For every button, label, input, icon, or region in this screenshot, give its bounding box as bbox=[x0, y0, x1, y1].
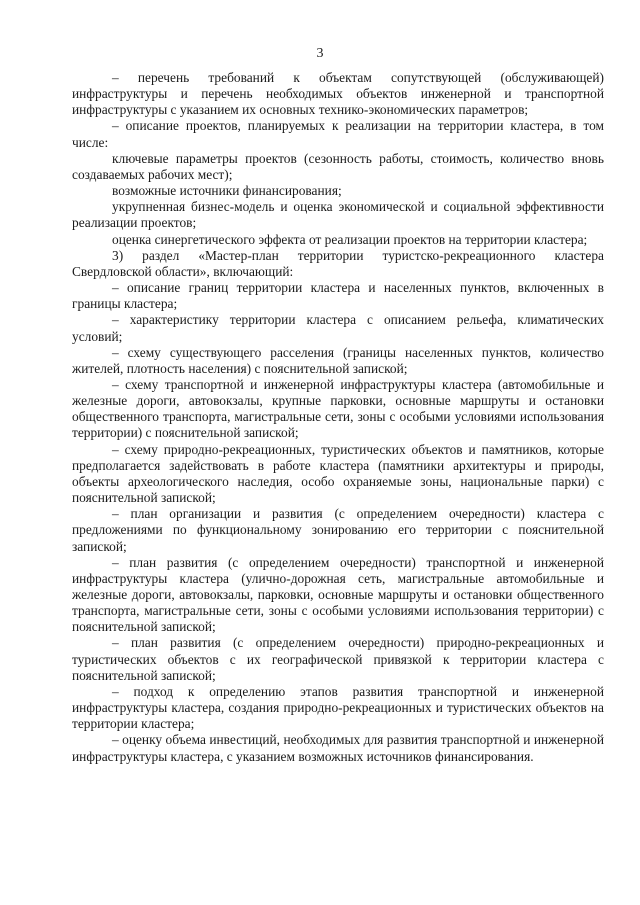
paragraph-development-stages: – подход к определению этапов развития транспортной и инженерной инфраструктуры кластера, создания природно-рекреационных и туристических объектов на территории кластера; bbox=[72, 683, 604, 732]
paragraph-borders-description: – описание границ территории кластера и населенных пунктов, включенных в границы кластера; bbox=[72, 280, 604, 312]
paragraph-recreation-scheme: – схему природно-рекреационных, туристических объектов и памятников, которые предполагается задействовать в работе кластера (памятники архитектуры и природы, объекты археологического наследия, особо охраняемые зоны, национальные парки) с пояснительной запиской; bbox=[72, 441, 604, 506]
document-body bbox=[72, 70, 604, 765]
paragraph-financing-sources: возможные источники финансирования; bbox=[112, 183, 342, 199]
paragraph-key-parameters: ключевые параметры проектов (сезонность работы, стоимость, количество вновь создаваемых рабочих мест); bbox=[72, 150, 604, 182]
paragraph-project-description: – описание проектов, планируемых к реализации на территории кластера, в том числе: bbox=[72, 118, 604, 150]
page-number: 3 bbox=[316, 46, 324, 61]
paragraph-transport-development-plan: – план развития (с определением очередности) транспортной и инженерной инфраструктуры кластера (улично-дорожная сеть, магистральные автомобильные и железные дороги, автовокзалы, парковки, основные маршруты и остановки общественного транспорта, магистральные сети, зоны с особыми условиями использования территории) с пояснительной запиской; bbox=[72, 554, 604, 635]
paragraph-territory-characteristics: – характеристику территории кластера с описанием рельефа, климатических условий; bbox=[72, 312, 604, 344]
paragraph-synergy-effect: оценка синергетического эффекта от реализации проектов на территории кластера; bbox=[112, 231, 588, 247]
paragraph-settlement-scheme: – схему существующего расселения (границы населенных пунктов, количество жителей, плотность населения) с пояснительной запиской; bbox=[72, 344, 604, 376]
paragraph-investment-assessment: – оценку объема инвестиций, необходимых для развития транспортной и инженерной инфраструктуры кластера, с указанием возможных источников финансирования. bbox=[72, 732, 604, 764]
paragraph-business-model: укрупненная бизнес-модель и оценка экономической и социальной эффективности реализации проектов; bbox=[72, 199, 604, 231]
paragraph-organization-plan: – план организации и развития (с определением очередности) кластера с предложениями по функциональному зонированию его территории с пояснительной запиской; bbox=[72, 506, 604, 554]
paragraph-master-plan-section: 3) раздел «Мастер-план территории туристско-рекреационного кластера Свердловской области», включающий: bbox=[72, 247, 604, 279]
paragraph-infrastructure-requirements: – перечень требований к объектам сопутствующей (обслуживающей) инфраструктуры и перечень необходимых объектов инженерной и транспортной инфраструктуры с указанием их основных технико-экономических параметров; bbox=[72, 70, 604, 118]
paragraph-transport-scheme: – схему транспортной и инженерной инфраструктуры кластера (автомобильные и железные дороги, автовокзалы, крупные парковки, основные маршруты и остановки общественного транспорта, магистральные сети, зоны с особыми условиями использования территории) с пояснительной запиской; bbox=[72, 376, 604, 441]
paragraph-recreation-development-plan: – план развития (с определением очередности) природно-рекреационных и туристических объектов с их географической привязкой к территории кластера с пояснительной запиской; bbox=[72, 635, 604, 683]
